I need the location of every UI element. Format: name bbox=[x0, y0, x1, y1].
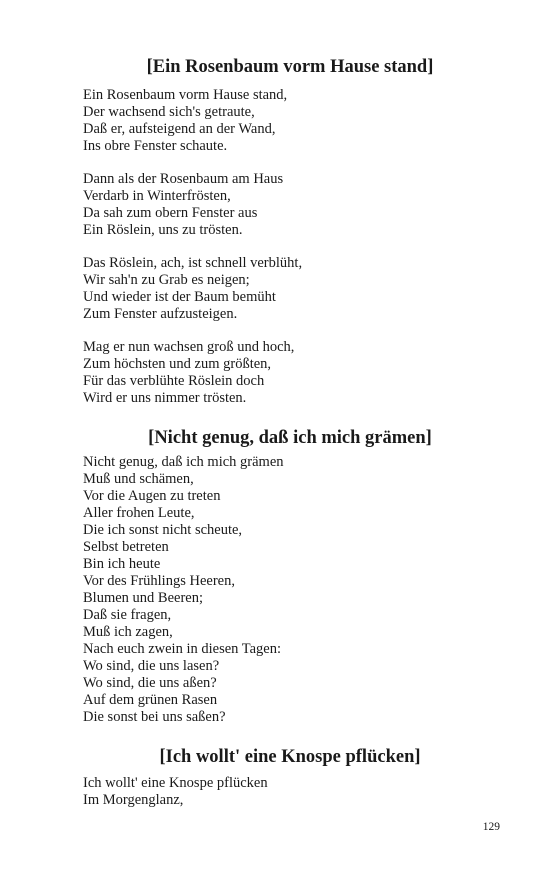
stanza bbox=[83, 454, 443, 726]
verse-line: Daß er, aufsteigend an der Wand, bbox=[83, 121, 276, 137]
verse-line: Das Röslein, ach, ist schnell verblüht, bbox=[83, 255, 303, 271]
poem-title-text: [Nicht genug, daß ich mich grämen] bbox=[148, 428, 432, 448]
poem-title-text: [Ich wollt' eine Knospe pflücken] bbox=[159, 747, 421, 767]
verse-line: Da sah zum obern Fenster aus bbox=[83, 205, 258, 221]
verse-line: Wo sind, die uns aßen? bbox=[83, 675, 217, 691]
verse-line: Ein Rosenbaum vorm Hause stand, bbox=[83, 87, 288, 103]
poem-1 bbox=[83, 55, 443, 407]
stanza bbox=[83, 775, 443, 809]
verse-line: Für das verblühte Röslein doch bbox=[83, 373, 265, 389]
verse-line: Auf dem grünen Rasen bbox=[83, 692, 218, 708]
poem-3 bbox=[83, 745, 443, 809]
verse-line: Mag er nun wachsen groß und hoch, bbox=[83, 339, 295, 355]
verse-line: Ins obre Fenster schaute. bbox=[83, 138, 228, 154]
verse-line: Aller frohen Leute, bbox=[83, 505, 195, 521]
verse-line: Und wieder ist der Baum bemüht bbox=[83, 289, 276, 305]
verse-line: Zum höchsten und zum größten, bbox=[83, 356, 272, 372]
verse-line: Ich wollt' eine Knospe pflücken bbox=[83, 775, 268, 791]
poem-title bbox=[83, 55, 443, 79]
stanza bbox=[83, 171, 443, 239]
verse-line: Wird er uns nimmer trösten. bbox=[83, 390, 247, 406]
verse-line: Bin ich heute bbox=[83, 556, 161, 572]
verse-line: Muß ich zagen, bbox=[83, 624, 173, 640]
verse-line: Die ich sonst nicht scheute, bbox=[83, 522, 243, 538]
verse-line: Vor des Frühlings Heeren, bbox=[83, 573, 235, 589]
verse-line: Ein Röslein, uns zu trösten. bbox=[83, 222, 243, 238]
stanza bbox=[83, 339, 443, 407]
verse-line: Wir sah'n zu Grab es neigen; bbox=[83, 272, 250, 288]
verse-line: Nicht genug, daß ich mich grämen bbox=[83, 454, 284, 470]
verse-line: Blumen und Beeren; bbox=[83, 590, 204, 606]
verse-line: Dann als der Rosenbaum am Haus bbox=[83, 171, 284, 187]
stanza bbox=[83, 87, 443, 155]
poem-title bbox=[83, 426, 443, 450]
verse-line: Muß und schämen, bbox=[83, 471, 194, 487]
verse-line: Wo sind, die uns lasen? bbox=[83, 658, 220, 674]
verse-line: Vor die Augen zu treten bbox=[83, 488, 221, 504]
verse-line: Im Morgenglanz, bbox=[83, 792, 184, 808]
poem-2 bbox=[83, 426, 443, 726]
verse-line: Die sonst bei uns saßen? bbox=[83, 709, 226, 725]
verse-line: Selbst betreten bbox=[83, 539, 169, 555]
verse-line: Verdarb in Winterfrösten, bbox=[83, 188, 231, 204]
page-number: 129 bbox=[482, 821, 500, 833]
poem-title-text: [Ein Rosenbaum vorm Hause stand] bbox=[146, 57, 434, 77]
verse-line: Nach euch zwein in diesen Tagen: bbox=[83, 641, 282, 657]
verse-line: Daß sie fragen, bbox=[83, 607, 172, 623]
stanza bbox=[83, 255, 443, 323]
verse-line: Zum Fenster aufzusteigen. bbox=[83, 306, 238, 322]
poem-title bbox=[83, 745, 443, 769]
verse-line: Der wachsend sich's getraute, bbox=[83, 104, 255, 120]
